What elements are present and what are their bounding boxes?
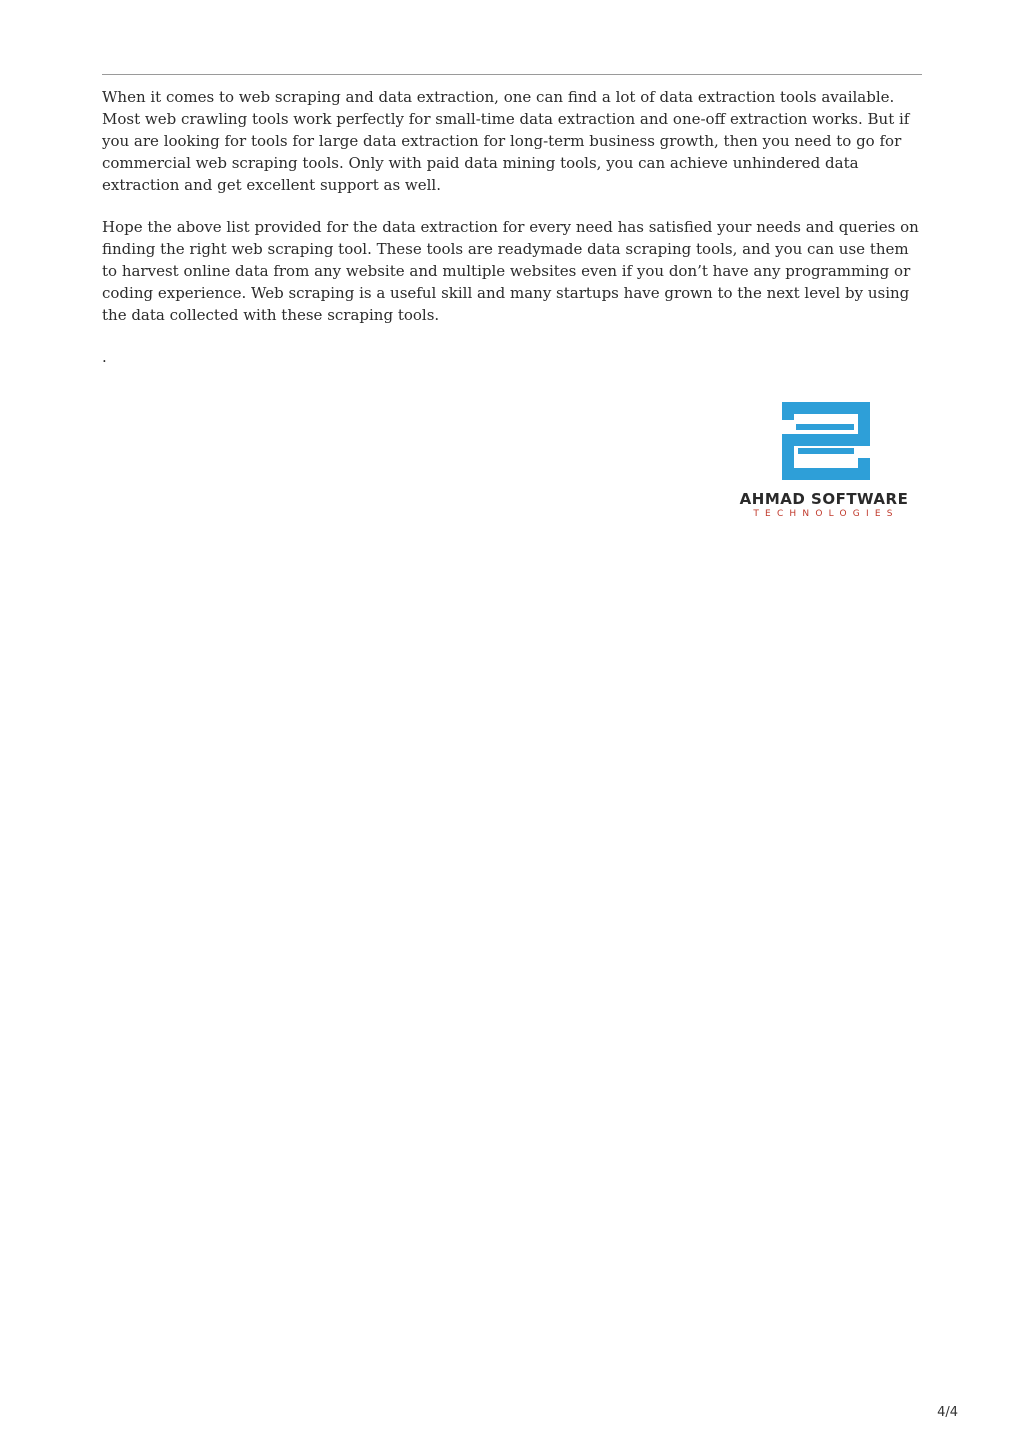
ahmad-software-mark-icon <box>782 402 870 480</box>
trailing-mark: . <box>102 348 107 366</box>
paragraph-2: Hope the above list provided for the data extraction for every need has satisfied your needs and queries on finding the right web scraping tool. These tools are readymade data scraping tools, and you can use them to harvest online data from any website and multiple websites even if you don’t have any programming or coding experience. Web scraping is a useful skill and many startups have grown to the next level by using the data collected with these scraping tools. <box>102 218 919 324</box>
logo-company-name: AHMAD SOFTWARE <box>739 490 909 508</box>
company-logo <box>734 402 914 522</box>
page-number: 4/4 <box>937 1405 958 1420</box>
paragraph-1: When it comes to web scraping and data extraction, one can find a lot of data extraction tools available. Most web crawling tools work perfectly for small-time data extraction and one-off extraction works. But if you are looking for tools for large data extraction for long-term business growth, then you need to go for commercial web scraping tools. Only with paid data mining tools, you can achieve unhindered data extraction and get excellent support as well. <box>102 88 910 194</box>
logo-company-subtitle: TECHNOLOGIES <box>753 509 899 519</box>
top-divider <box>102 74 922 75</box>
article-body <box>102 86 922 388</box>
